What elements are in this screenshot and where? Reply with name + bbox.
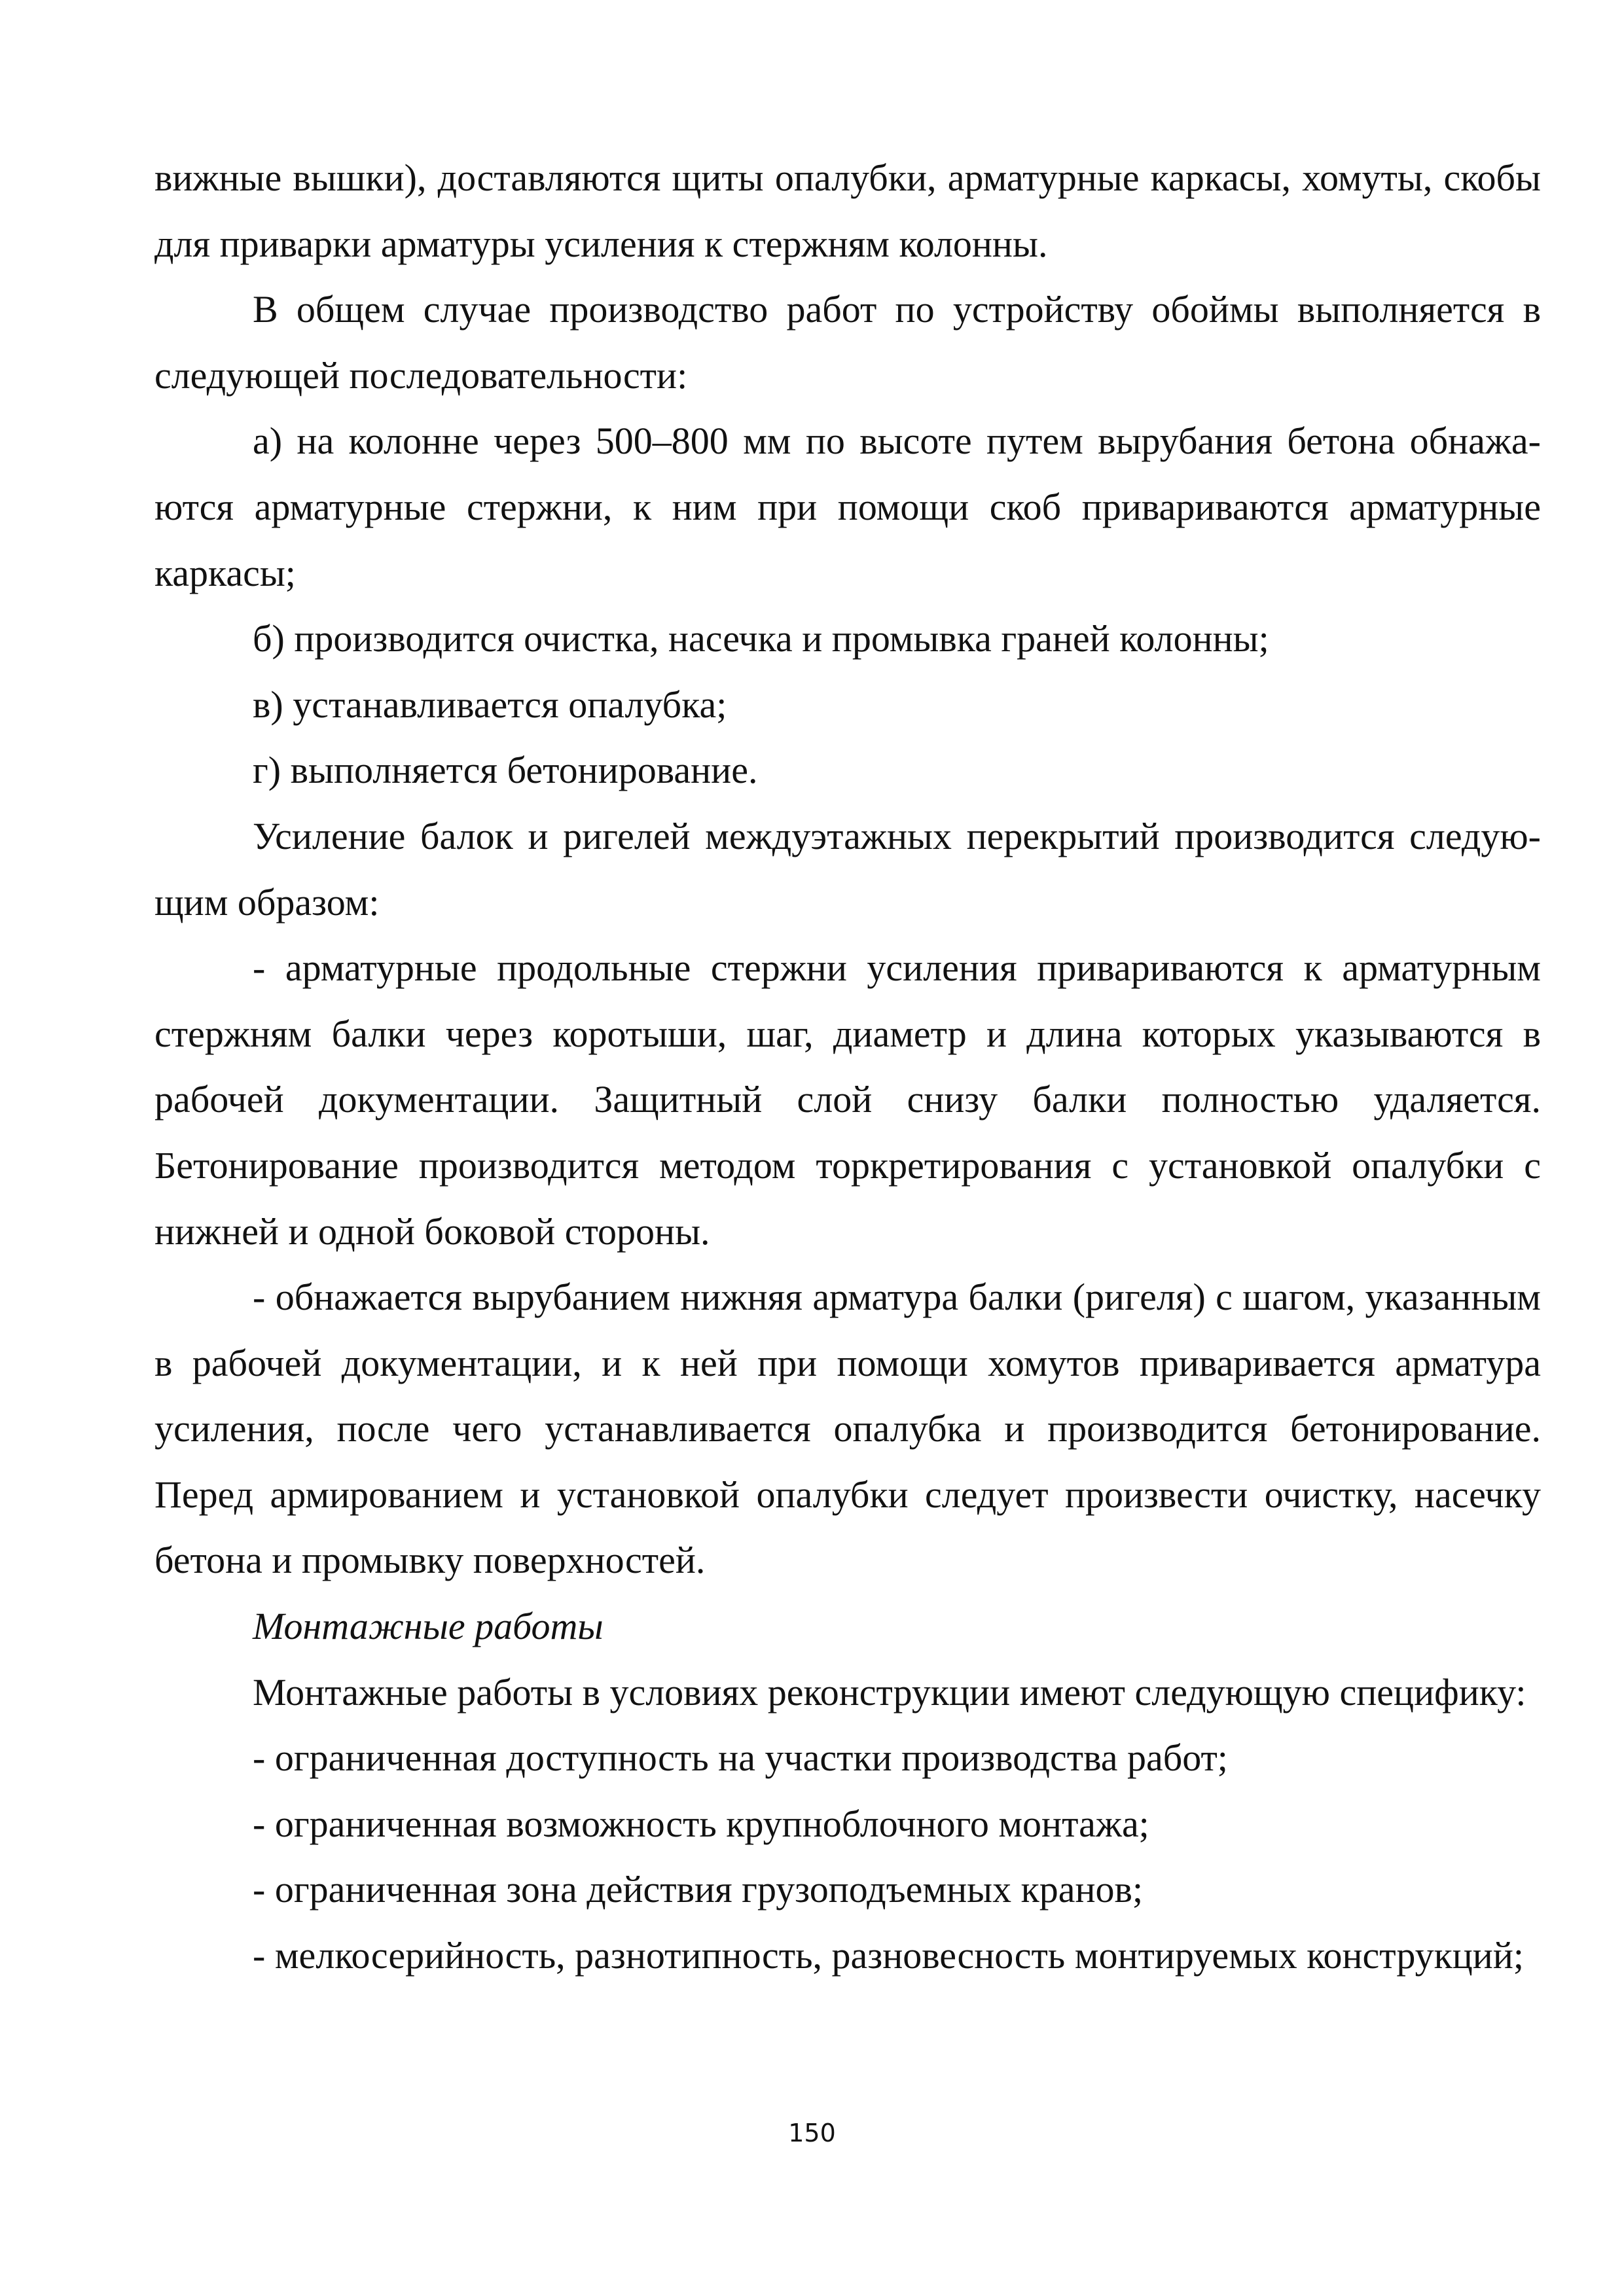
list-item-b: б) производится очистка, насечка и промывка граней колонны; [253,617,1269,660]
paragraph-installation-intro: Монтажные работы в условиях реконструкции имеют следующую специфику: [253,1670,1526,1713]
page-text-body [154,145,1541,1989]
paragraph-beam-method-2: - обнажается вырубанием нижняя арматура балки (ригеля) с шагом, указанным в рабочей документации, и к ней при помощи хомутов приваривается арматура усиления, после чего устанавливается опалубка и производится бетонирование. Перед армированием и установкой опалубки следует произвести очистку, насечку бетона и промывку поверхностей. [154,1276,1541,1582]
paragraph-delivery-continuation: вижные вышки), доставляются щиты опалубки, арматурные каркасы, хомуты, скобы для приварки арматуры усиления к стержням колонны. [154,156,1541,265]
bullet-limited-crane-zone: - ограниченная зона действия грузоподъемных кранов; [253,1868,1144,1911]
paragraph-beam-method-1: - арматурные продольные стержни усиления привариваются к арматурным стержням балки через коротыши, шаг, диаметр и длина которых указываются в рабочей документации. Защитный слой снизу балки полностью удаляется. Бетонирование производится методом торкретирования с установкой опалубки с нижней и одной боковой стороны. [154,946,1541,1253]
bullet-small-series-structures: - мелкосерийность, разнотипность, разновесность монтируемых конструкций; [253,1934,1524,1977]
section-heading-installation: Монтажные работы [253,1605,604,1648]
bullet-limited-access: - ограниченная доступность на участки производства работ; [253,1736,1228,1780]
bullet-limited-block-assembly: - ограниченная возможность крупноблочного монтажа; [253,1802,1149,1845]
paragraph-sequence-intro: В общем случае производство работ по устройству обоймы выполняется в следующей последовательности: [154,288,1541,397]
list-item-g: г) выполняется бетонирование. [253,749,758,792]
list-item-v: в) устанавливается опалубка; [253,683,727,726]
list-item-a: а) на колонне через 500–800 мм по высоте путем вырубания бетона обнажа-ются арматурные стержни, к ним при помощи скоб привариваются арматурные каркасы; [154,420,1541,594]
page-number: 150 [788,2119,836,2147]
paragraph-beam-strengthening-intro: Усиление балок и ригелей междуэтажных перекрытий производится следую-щим образом: [154,814,1541,924]
